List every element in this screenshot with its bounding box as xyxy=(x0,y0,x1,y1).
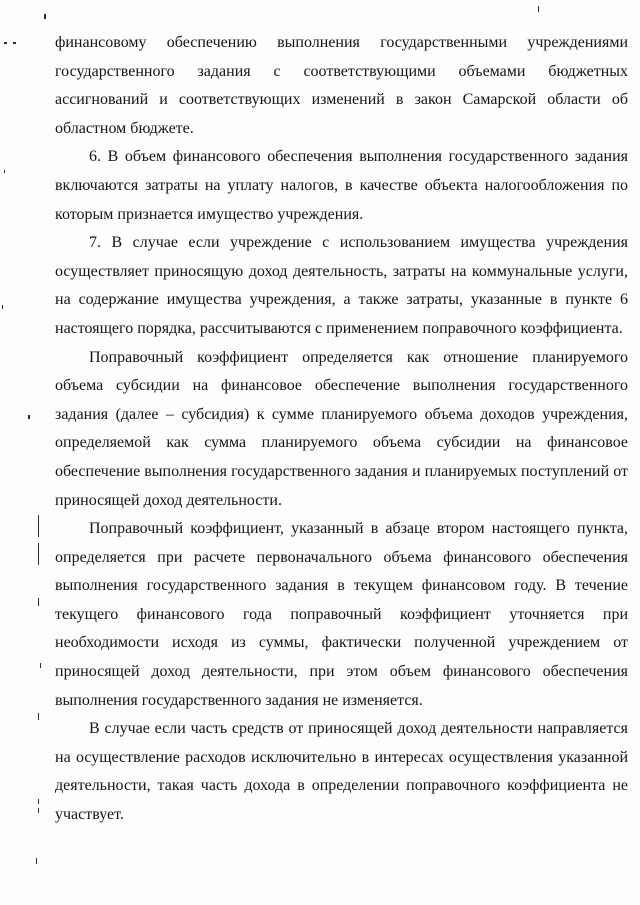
scan-mark xyxy=(38,598,39,606)
paragraph-item-6: 6. В объем финансового обеспечения выполнения государственного задания включаются затраты на уплату налогов, в качестве объекта налогообложения по которым признается имущество учреждения. xyxy=(55,148,628,223)
scan-mark xyxy=(28,415,30,419)
scan-mark xyxy=(38,799,39,804)
paragraph-item-7: 7. В случае если учреждение с использованием имущества учреждения осуществляет приносящую доход деятельность, затраты на коммунальные услуги, на содержание имущества учреждения, а также затраты, указанные в пункте 6 настоящего порядка, рассчитываются с применением поправочного коэффициента. xyxy=(55,234,628,337)
paragraph-continuation: финансовому обеспечению выполнения государственными учреждениями государственного задания с соответствующими объемами бюджетных ассигнований и соответствующих изменений в закон Самарской области об областном бюджете. xyxy=(55,34,628,137)
paragraph-coefficient-definition: Поправочный коэффициент определяется как отношение планируемого объема субсидии на финансовое обеспечение выполнения государственного задания (далее – субсидия) к сумме планируемого объема доходов учреждения, определяемой как сумма планируемого объема субсидии на финансовое обеспечение выполнения государственного задания и планируемых поступлений от приносящей доход деятельности. xyxy=(55,348,628,509)
scan-mark xyxy=(4,42,7,44)
scan-mark xyxy=(38,713,39,720)
scan-mark xyxy=(38,543,39,565)
paragraph-coefficient-calculation: Поправочный коэффициент, указанный в абзаце втором настоящего пункта, определяется при расчете первоначального объема финансового обеспечения выполнения государственного задания в текущем финансовом году. В течение текущего финансового года поправочный коэффициент уточняется при необходимости исходя из суммы, фактически полученной учреждением от приносящей доход деятельности, при этом объем финансового обеспечения выполнения государственного задания не изменяется. xyxy=(55,520,628,709)
scan-mark xyxy=(538,6,539,12)
scan-mark xyxy=(2,305,3,309)
scan-mark xyxy=(44,14,46,19)
scan-mark xyxy=(36,858,37,864)
scan-mark xyxy=(38,808,39,813)
document-body xyxy=(55,29,628,830)
scan-mark xyxy=(40,663,41,668)
scan-mark xyxy=(4,170,5,173)
paragraph-coefficient-exclusion: В случае если часть средств от приносящей доход деятельности направляется на осуществление расходов исключительно в интересах осуществления указанной деятельности, такая часть дохода в определении поправочного коэффициента не участвует. xyxy=(55,720,628,824)
scan-mark xyxy=(13,42,16,44)
scan-mark xyxy=(38,515,39,537)
